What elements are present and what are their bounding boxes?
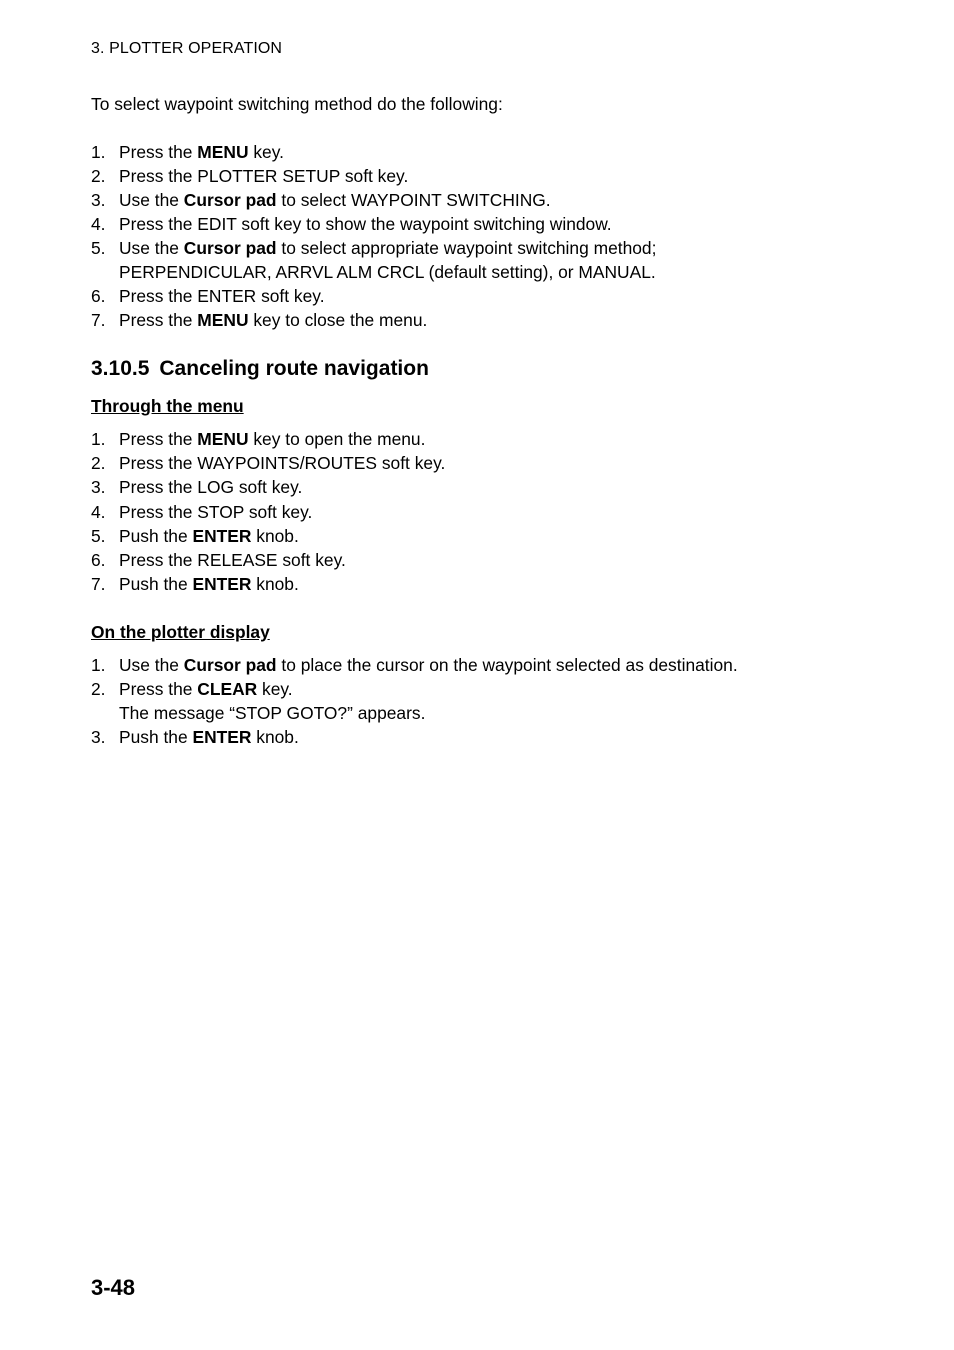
list-item (91, 188, 656, 212)
list-item (91, 236, 656, 284)
waypoint-switching-steps (91, 140, 656, 332)
step-text: Push the ENTER knob. (119, 525, 299, 546)
step-text: Press the LOG soft key. (119, 477, 303, 498)
step-number: 6. (91, 550, 106, 571)
step-number: 7. (91, 574, 106, 595)
step-continuation: PERPENDICULAR, ARRVL ALM CRCL (default setting), or MANUAL. (119, 262, 656, 282)
step-number: 3. (91, 727, 106, 747)
step-text: Press the ENTER soft key. (119, 286, 325, 306)
step-number: 1. (91, 142, 106, 162)
step-text: Use the Cursor pad to place the cursor on the waypoint selected as destination. (119, 655, 738, 675)
list-item (91, 548, 445, 572)
list-item (91, 524, 445, 548)
list-item (91, 572, 445, 596)
list-item (91, 308, 656, 332)
through-menu-steps (91, 427, 445, 596)
step-continuation: The message “STOP GOTO?” appears. (119, 703, 426, 723)
step-text: Press the EDIT soft key to show the waypoint switching window. (119, 214, 612, 234)
list-item (91, 451, 445, 475)
list-item (91, 427, 445, 451)
step-number: 4. (91, 214, 106, 234)
section-heading (91, 356, 429, 382)
list-item (91, 475, 445, 499)
step-number: 2. (91, 679, 106, 699)
step-text: Use the Cursor pad to select appropriate waypoint switching method; (119, 238, 657, 258)
intro-text: To select waypoint switching method do the following: (91, 94, 503, 114)
step-number: 7. (91, 310, 106, 330)
step-number: 5. (91, 525, 106, 546)
list-item (91, 500, 445, 524)
page-number: 3-48 (91, 1275, 136, 1300)
step-number: 1. (91, 655, 106, 675)
section-number: 3.10.5 (91, 357, 150, 380)
step-text: Press the CLEAR key. (119, 679, 293, 699)
step-number: 1. (91, 429, 106, 449)
step-text: Press the MENU key. (119, 142, 284, 162)
step-number: 2. (91, 453, 106, 474)
list-item (91, 212, 656, 236)
step-text: Press the PLOTTER SETUP soft key. (119, 166, 409, 186)
list-item (91, 653, 738, 677)
step-text: Press the STOP soft key. (119, 501, 313, 522)
step-number: 3. (91, 190, 106, 210)
subheading-plotter-display: On the plotter display (91, 622, 270, 642)
list-item (91, 140, 656, 164)
step-text: Press the MENU key to close the menu. (119, 310, 428, 330)
step-number: 4. (91, 501, 106, 522)
step-number: 5. (91, 238, 106, 258)
list-item (91, 725, 738, 749)
step-text: Push the ENTER knob. (119, 574, 299, 595)
list-item (91, 677, 738, 725)
plotter-display-steps (91, 653, 738, 749)
step-text: Push the ENTER knob. (119, 727, 299, 747)
subheading-through-menu: Through the menu (91, 396, 244, 416)
step-number: 2. (91, 166, 106, 186)
list-item (91, 284, 656, 308)
step-text: Use the Cursor pad to select WAYPOINT SWITCHING. (119, 190, 551, 210)
step-text: Press the WAYPOINTS/ROUTES soft key. (119, 453, 446, 474)
list-item (91, 164, 656, 188)
section-title: Canceling route navigation (159, 357, 429, 380)
step-number: 6. (91, 286, 106, 306)
step-number: 3. (91, 477, 106, 498)
step-text: Press the MENU key to open the menu. (119, 429, 426, 449)
step-text: Press the RELEASE soft key. (119, 550, 346, 571)
running-header: 3. PLOTTER OPERATION (91, 40, 283, 57)
